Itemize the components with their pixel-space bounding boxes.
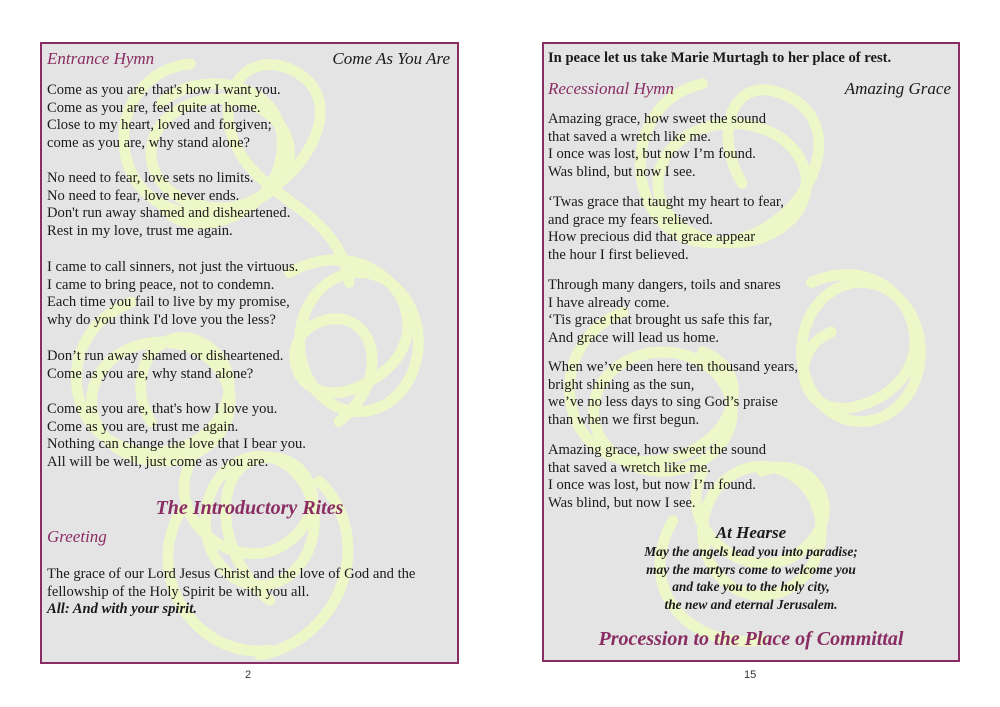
hymn-line: How precious did that grace appear xyxy=(548,229,756,246)
hymn-line: Nothing can change the love that I bear you. xyxy=(47,436,306,453)
hymn-line: Don’t run away shamed or disheartened. xyxy=(47,348,284,364)
hymn-line: I came to call sinners, not just the virtuous. xyxy=(47,259,299,275)
hymn-line: that saved a wretch like me. xyxy=(548,128,711,145)
hymn-line: the hour I first believed. xyxy=(548,246,689,263)
hearse-line: the new and eternal Jerusalem. xyxy=(664,596,838,612)
section-heading: Procession to the Place of Committal xyxy=(598,628,904,650)
page-number-left: 2 xyxy=(245,669,252,681)
hymn-label: Recessional Hymn xyxy=(548,79,675,98)
hymn-line: bright shining as the sun, xyxy=(548,376,695,393)
hymn-stanza xyxy=(47,259,298,329)
hymn-line: Come as you are, that's how I want you. xyxy=(47,82,281,98)
hymn-stanza xyxy=(548,277,781,347)
left-page xyxy=(40,42,459,664)
hymn-line: I have already come. xyxy=(548,294,670,311)
hymn-line: When we’ve been here ten thousand years, xyxy=(548,359,799,375)
hearse-title: At Hearse xyxy=(715,523,787,542)
greeting-line: fellowship of the Holy Spirit be with you all. xyxy=(47,583,310,600)
hymn-stanza xyxy=(548,111,766,181)
hymn-line: than when we first begun. xyxy=(548,411,700,428)
hymn-line: Come as you are, that's how I love you. xyxy=(47,401,278,417)
hymn-title: Amazing Grace xyxy=(844,79,951,98)
hymn-line: Each time you fail to live by my promise, xyxy=(47,294,290,311)
hymn-line: No need to fear, love sets no limits. xyxy=(47,170,254,186)
hymn-line: Through many dangers, toils and snares xyxy=(548,277,781,293)
page-number-right: 15 xyxy=(744,669,757,681)
hymn-line: ‘Twas grace that taught my heart to fear, xyxy=(548,194,784,210)
hymn-line: Come as you are, feel quite at home. xyxy=(47,99,261,116)
hymn-line: come as you are, why stand alone? xyxy=(47,134,251,151)
hymn-line: I once was lost, but now I’m found. xyxy=(548,146,756,163)
hymn-line: Come as you are, why stand alone? xyxy=(47,365,254,382)
greeting-line: The grace of our Lord Jesus Christ and the love of God and the xyxy=(47,566,416,582)
hymn-line: Was blind, but now I see. xyxy=(548,494,696,511)
hymn-title: Come As You Are xyxy=(332,49,450,68)
hymn-line: why do you think I'd love you the less? xyxy=(47,311,276,328)
committal-intro: In peace let us take Marie Murtagh to her place of rest. xyxy=(548,50,892,66)
hymn-line: I came to bring peace, not to condemn. xyxy=(47,276,275,293)
hymn-line: Come as you are, trust me again. xyxy=(47,418,239,435)
hymn-line: Was blind, but now I see. xyxy=(548,163,696,180)
hearse-line: may the martyrs come to welcome you xyxy=(646,561,856,577)
hymn-stanza xyxy=(548,194,784,264)
congregation-response: All: And with your spirit. xyxy=(47,601,197,618)
hymn-line: All will be well, just come as you are. xyxy=(47,453,269,470)
hymn-line: No need to fear, love never ends. xyxy=(47,187,240,204)
hearse-line: and take you to the holy city, xyxy=(672,579,830,594)
hearse-block xyxy=(544,523,958,613)
hearse-line: May the angels lead you into paradise; xyxy=(644,544,858,559)
hymn-stanza xyxy=(548,442,766,512)
hymn-line: and grace my fears relieved. xyxy=(548,211,713,228)
hymn-line: Amazing grace, how sweet the sound xyxy=(548,442,767,458)
hymn-stanza xyxy=(47,401,306,471)
section-heading: The Introductory Rites xyxy=(155,497,344,519)
hymn-stanza xyxy=(47,82,281,152)
hymn-line: And grace will lead us home. xyxy=(548,329,720,346)
hymn-line: Don't run away shamed and disheartened. xyxy=(47,205,291,222)
hymn-line: Rest in my love, trust me again. xyxy=(47,222,233,239)
hymn-label: Entrance Hymn xyxy=(47,49,155,68)
greeting-text xyxy=(47,566,415,619)
hymn-line: ‘Tis grace that brought us safe this far, xyxy=(548,312,773,329)
hymn-line: I once was lost, but now I’m found. xyxy=(548,477,756,494)
hymn-stanza xyxy=(47,348,283,383)
hymn-stanza xyxy=(548,359,798,429)
right-page xyxy=(542,42,960,662)
hymn-line: Amazing grace, how sweet the sound xyxy=(548,111,767,127)
hymn-line: that saved a wretch like me. xyxy=(548,459,711,476)
greeting-label: Greeting xyxy=(47,527,107,546)
hymn-line: Close to my heart, loved and forgiven; xyxy=(47,117,272,134)
hymn-stanza xyxy=(47,170,290,240)
hymn-line: we’ve no less days to sing God’s praise xyxy=(548,394,778,411)
